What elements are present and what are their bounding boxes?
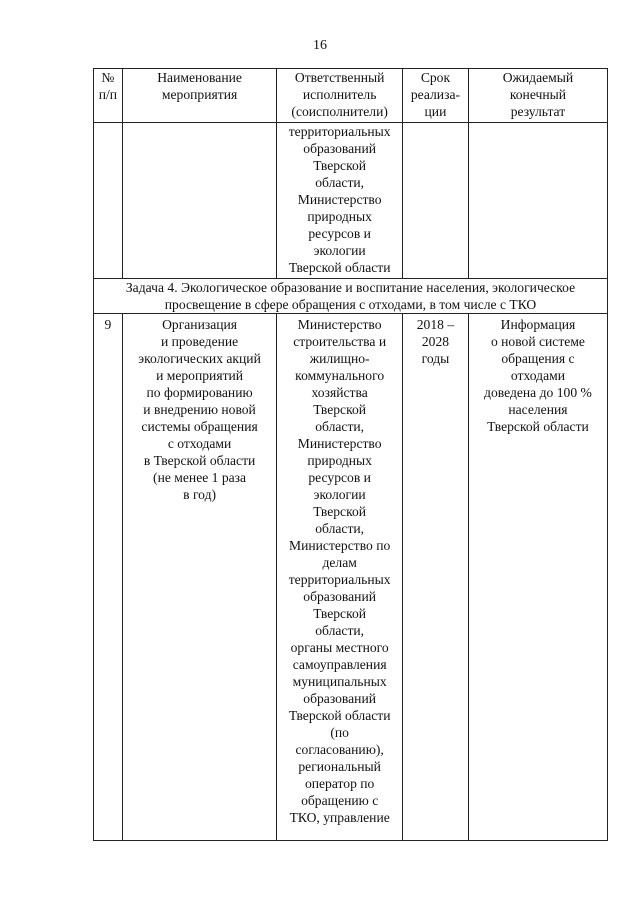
cell-text-line: Тверской области — [487, 419, 589, 434]
cell-text-line: Ответственный — [294, 70, 385, 85]
cell-text-line: органы местного — [290, 640, 389, 655]
cell-text-line: п/п — [98, 87, 118, 102]
cell-name — [122, 123, 277, 279]
cell-text-line: муниципальных — [292, 674, 387, 689]
cell-text-line: территориальных — [288, 124, 391, 139]
cell-text-line: образований — [303, 141, 377, 156]
cell-text-line: доведена до 100 % — [484, 385, 592, 400]
cell-text-line: конечный — [509, 87, 567, 102]
cell-text-line: образований — [303, 691, 377, 706]
table-row-task-4 — [94, 279, 608, 314]
cell-text-line: Организация — [162, 317, 238, 332]
cell-text-line: № — [101, 70, 115, 85]
cell-executor — [277, 123, 403, 279]
header-cell-term — [402, 69, 468, 123]
cell-text-line: Тверской — [313, 402, 367, 417]
cell-text-line: ресурсов и — [308, 226, 371, 241]
cell-text-line: области, — [315, 419, 365, 434]
cell-text-line: Ожидаемый — [502, 70, 574, 85]
cell-text-line: Тверской — [313, 158, 367, 173]
cell-text-line: населения — [508, 402, 568, 417]
cell-text-line: (соисполнители) — [291, 104, 388, 119]
cell-text-line: (по — [330, 725, 349, 740]
cell-text-line: самоуправления — [292, 657, 387, 672]
cell-text-line: исполнитель — [302, 87, 377, 102]
measures-table — [93, 68, 608, 841]
cell-text-line: экологии — [313, 243, 366, 258]
cell-text-line: системы обращения — [141, 419, 258, 434]
cell-text-line: результат — [510, 104, 566, 119]
cell-text-line: природных — [307, 453, 372, 468]
header-cell-name — [122, 69, 277, 123]
cell-text-line: жилищно- — [309, 351, 370, 366]
cell-text-line: просвещение в сфере обращения с отходами, в том числе с ТКО — [164, 297, 537, 312]
cell-text-line: ресурсов и — [308, 470, 371, 485]
cell-text-line: обращения с — [501, 351, 575, 366]
cell-text-line: области, — [315, 175, 365, 190]
cell-number: 9 — [94, 314, 123, 841]
cell-text-line: области, — [315, 521, 365, 536]
page-number: 16 — [313, 38, 327, 53]
cell-text-line: Министерство — [297, 436, 382, 451]
cell-text-line: о новой системе — [490, 334, 585, 349]
cell-text-line: Тверской — [313, 606, 367, 621]
cell-text-line: хозяйства — [311, 385, 368, 400]
task-4-heading — [94, 279, 608, 314]
cell-text-line: (не менее 1 раза — [153, 470, 247, 485]
cell-text-line: мероприятия — [161, 87, 238, 102]
cell-text-line: делам — [322, 555, 357, 570]
cell-text-line: реализа- — [410, 87, 461, 102]
cell-text-line: и мероприятий — [156, 368, 244, 383]
cell-number — [94, 123, 123, 279]
cell-text-line: Срок — [420, 70, 451, 85]
cell-text-line: Тверской области — [288, 260, 391, 275]
cell-text-line: с отходами — [167, 436, 232, 451]
header-cell-number — [94, 69, 123, 123]
cell-text-line: отходами — [510, 368, 565, 383]
cell-text-line: Министерство — [297, 192, 382, 207]
cell-text-line: Министерство по — [289, 538, 391, 553]
cell-text-line: и внедрению новой — [143, 402, 256, 417]
cell-text-line: коммунального — [295, 368, 385, 383]
cell-text-line: 2018 – — [416, 317, 455, 332]
cell-text-line: согласованию), — [295, 742, 384, 757]
cell-text-line: экологии — [313, 487, 366, 502]
cell-text-line: Тверской области — [288, 708, 391, 723]
cell-name — [122, 314, 277, 841]
cell-term — [402, 314, 468, 841]
header-cell-result — [468, 69, 607, 123]
header-cell-executor — [277, 69, 403, 123]
cell-text-line: 2028 — [421, 334, 450, 349]
cell-result — [468, 314, 607, 841]
cell-text-line: Задача 4. Экологическое образование и воспитание населения, экологическое — [125, 280, 576, 295]
cell-text-line: обращению с — [301, 793, 379, 808]
cell-text-line: природных — [307, 209, 372, 224]
cell-text-line: Информация — [500, 317, 576, 332]
cell-text-line: ТКО, управление — [289, 810, 390, 825]
cell-text-line: образований — [303, 589, 377, 604]
cell-executor — [277, 314, 403, 841]
cell-text-line: ции — [424, 104, 447, 119]
cell-text-line: Тверской — [313, 504, 367, 519]
cell-text-line: и проведение — [160, 334, 239, 349]
table-row-9 — [94, 314, 608, 841]
cell-text-line: в Тверской области — [143, 453, 256, 468]
cell-text-line: годы — [421, 351, 450, 366]
table-row-continuation — [94, 123, 608, 279]
cell-text-line: Наименование — [157, 70, 242, 85]
cell-term — [402, 123, 468, 279]
cell-text-line: региональный — [298, 759, 381, 774]
cell-text-line: области, — [315, 623, 365, 638]
cell-text-line: территориальных — [288, 572, 391, 587]
cell-text-line: оператор по — [304, 776, 375, 791]
cell-result — [468, 123, 607, 279]
cell-text-line: по формированию — [146, 385, 253, 400]
table-header-row — [94, 69, 608, 123]
cell-text-line: в год) — [183, 487, 217, 502]
cell-text-line: экологических акций — [138, 351, 261, 366]
cell-text-line: Министерство — [297, 317, 382, 332]
cell-text-line: строительства и — [293, 334, 387, 349]
